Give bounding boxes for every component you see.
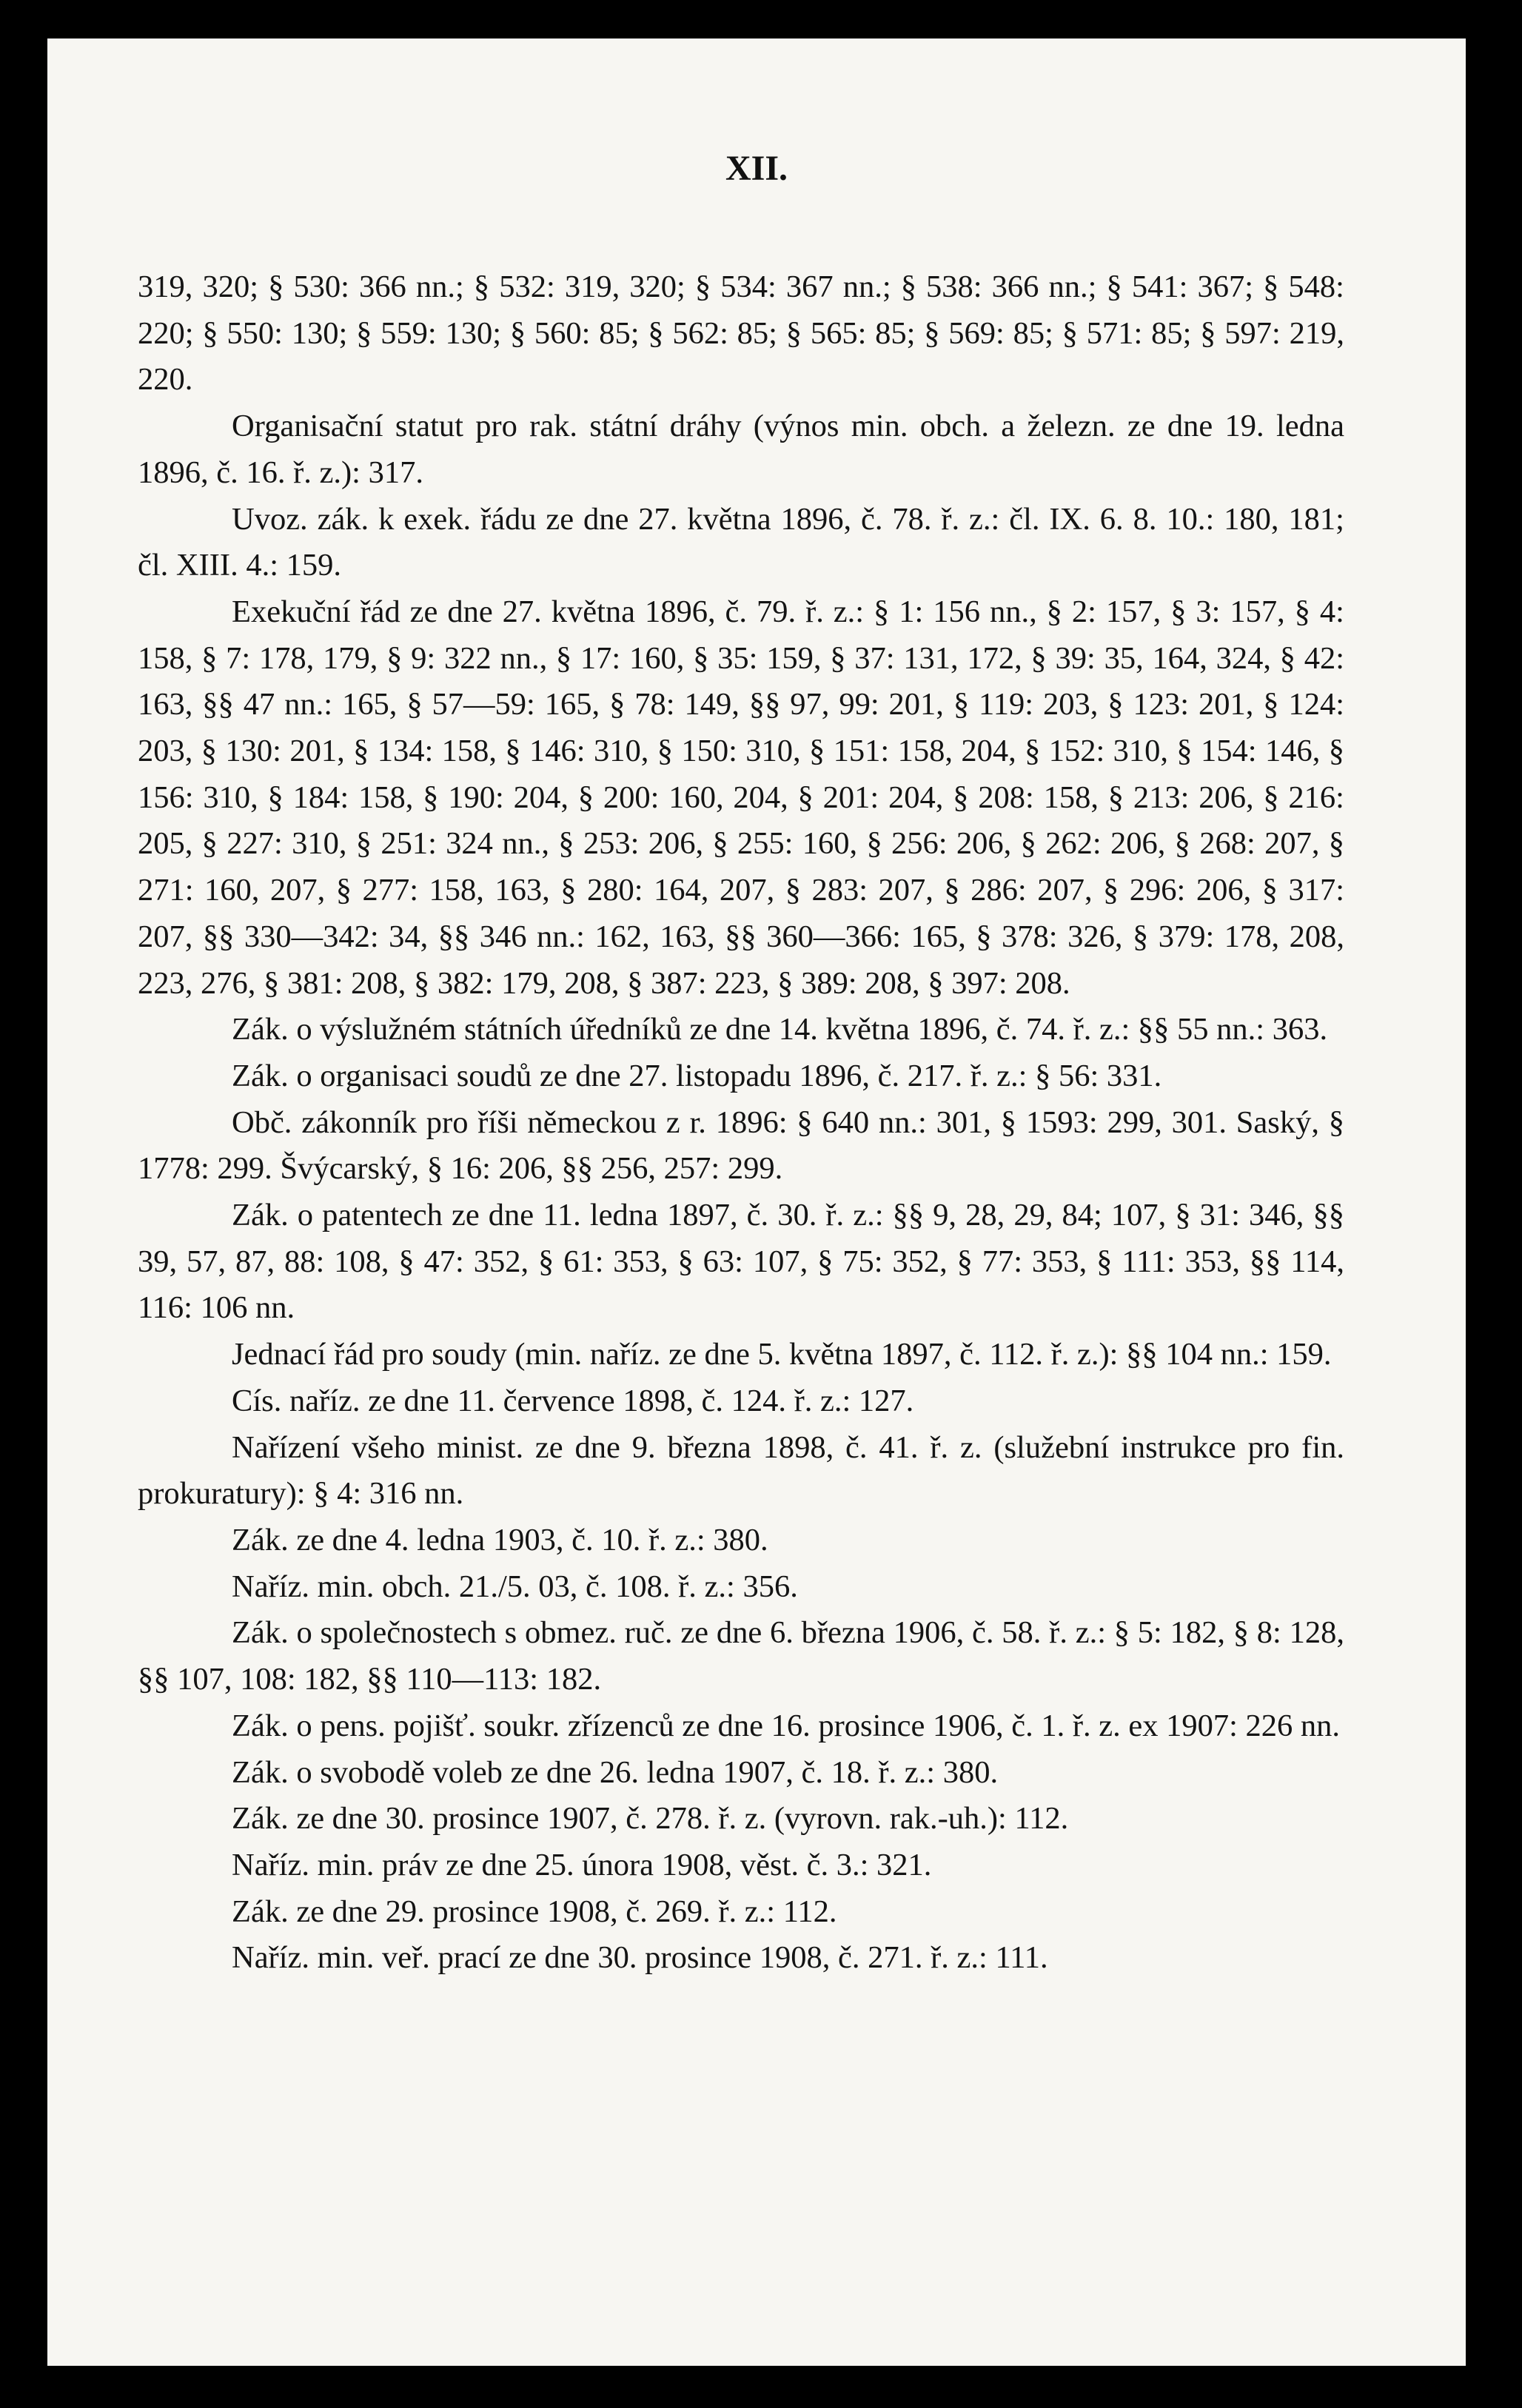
index-entry: Exekuční řád ze dne 27. května 1896, č. 79. ř. z.: § 1: 156 nn., § 2: 157, § 3: 157, § 4: 158, § 7: 178, 179, § 9: 322 nn., § 17: 160, § 35: 159, § 37: 131, 172, § 39: 35, 164, 324, § 42: 163, §§ 47 nn.: 165, § 57—59: 165, § 78: 149, §§ 97, 99: 201, § 119: 203, § 123: 201, § 124: 203, § 130: 201, § 134: 158, § 146: 310, § 150: 310, § 151: 158, 204, § 152: 310, § 154: 146, § 156: 310, § 184: 158, § 190: 204, § 200: 160, 204, § 201: 204, § 208: 158, § 213: 206, § 216: 205, § 227: 310, § 251: 324 nn., § 253: 206, § 255: 160, § 256: 206, § 262: 206, § 268: 207, § 271: 160, 207, § 277: 158, 163, § 280: 164, 207, § 283: 207, § 286: 207, § 296: 206, § 317: 207, §§ 330—342: 34, §§ 346 nn.: 162, 163, §§ 360—366: 165, § 378: 326, § 379: 178, 208, 223, 276, § 381: 208, § 382: 179, 208, § 387: 223, § 389: 208, § 397: 208.	[138, 594, 1344, 1001]
index-entry: Zák. ze dne 30. prosince 1907, č. 278. ř. z. (vyrovn. rak.-uh.): 112.	[232, 1801, 1069, 1837]
index-entry: 319, 320; § 530: 366 nn.; § 532: 319, 320; § 534: 367 nn.; § 538: 366 nn.; § 541: 367; § 548: 220; § 550: 130; § 559: 130; § 560: 85; § 562: 85; § 565: 85; § 569: 85; § 571: 85; § 597: 219, 220.	[138, 269, 1344, 398]
index-entry: Uvoz. zák. k exek. řádu ze dne 27. května 1896, č. 78. ř. z.: čl. IX. 6. 8. 10.: 180, 181; čl. XIII. 4.: 159.	[138, 501, 1344, 583]
index-entry: Naříz. min. práv ze dne 25. února 1908, věst. č. 3.: 321.	[232, 1847, 932, 1882]
index-entry: Zák. o patentech ze dne 11. ledna 1897, č. 30. ř. z.: §§ 9, 28, 29, 84; 107, § 31: 346, §§ 39, 57, 87, 88: 108, § 47: 352, § 61: 353, § 63: 107, § 75: 352, § 77: 353, § 111: 353, §§ 114, 116: 106 nn.	[138, 1198, 1344, 1326]
document-page	[47, 38, 1466, 2366]
index-entry: Jednací řád pro soudy (min. naříz. ze dne 5. května 1897, č. 112. ř. z.): §§ 104 nn.: 159.	[232, 1337, 1332, 1372]
index-text	[138, 264, 1344, 1982]
index-entry: Nařízení všeho minist. ze dne 9. března 1898, č. 41. ř. z. (služební instrukce pro fin. prokuratury): § 4: 316 nn.	[138, 1429, 1344, 1512]
index-entry: Zák. o organisaci soudů ze dne 27. listopadu 1896, č. 217. ř. z.: § 56: 331.	[232, 1058, 1162, 1093]
index-entry: Naříz. min. veř. prací ze dne 30. prosince 1908, č. 271. ř. z.: 111.	[232, 1940, 1048, 1976]
page-number: XII.	[725, 149, 788, 188]
index-entry: Obč. zákonník pro říši německou z r. 1896: § 640 nn.: 301, § 1593: 299, 301. Saský, § 1778: 299. Švýcarský, § 16: 206, §§ 256, 257: 299.	[138, 1104, 1344, 1187]
index-entry: Zák. ze dne 29. prosince 1908, č. 269. ř. z.: 112.	[232, 1894, 837, 1929]
index-entry: Zák. o pens. pojišť. soukr. zřízenců ze dne 16. prosince 1906, č. 1. ř. z. ex 1907: 226 nn.	[232, 1708, 1341, 1743]
index-entry: Naříz. min. obch. 21./5. 03, č. 108. ř. z.: 356.	[232, 1569, 798, 1604]
index-entry: Zák. ze dne 4. ledna 1903, č. 10. ř. z.: 380.	[232, 1522, 768, 1557]
index-entry: Organisační statut pro rak. státní dráhy (výnos min. obch. a železn. ze dne 19. ledna 1896, č. 16. ř. z.): 317.	[138, 409, 1344, 490]
index-entry: Cís. naříz. ze dne 11. července 1898, č. 124. ř. z.: 127.	[232, 1383, 914, 1418]
index-entry: Zák. o výslužném státních úředníků ze dne 14. května 1896, č. 74. ř. z.: §§ 55 nn.: 363.	[232, 1012, 1328, 1047]
index-entry: Zák. o svobodě voleb ze dne 26. ledna 1907, č. 18. ř. z.: 380.	[232, 1754, 999, 1790]
index-entry: Zák. o společnostech s obmez. ruč. ze dne 6. března 1906, č. 58. ř. z.: § 5: 182, § 8: 128, §§ 107, 108: 182, §§ 110—113: 182.	[138, 1615, 1344, 1697]
